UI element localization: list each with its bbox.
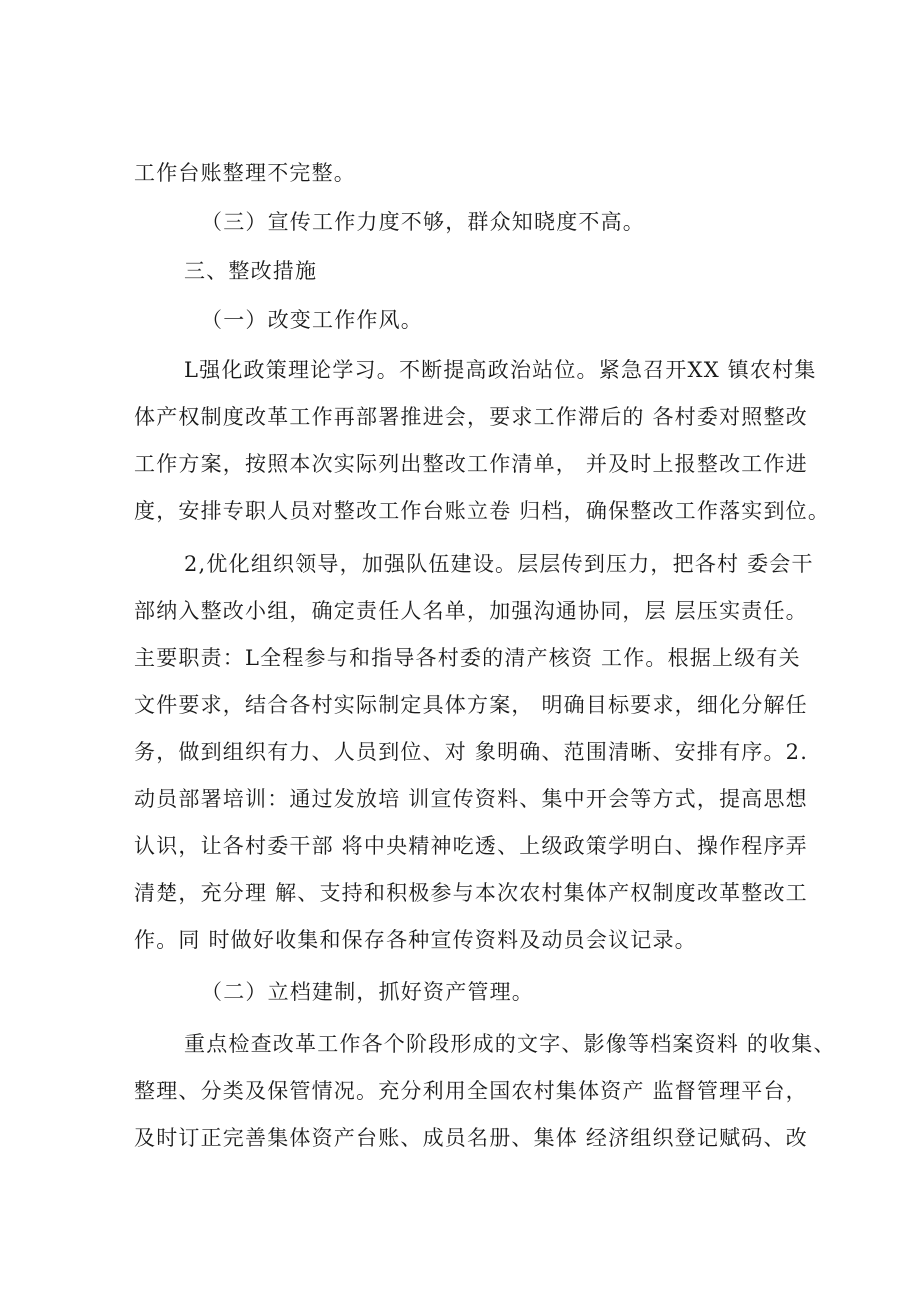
text-line: 动员部署培训：通过发放培 训宣传资料、集中开会等方式，提高思想: [134, 787, 808, 811]
text-line: 清楚，充分理 解、支持和积极参与本次农村集体产权制度改革整改工: [134, 881, 808, 905]
subheading-line: （二）立档建制，抓好资产管理。: [201, 980, 534, 1004]
text-line: 认识，让各村委干部 将中央精神吃透、上级政策学明白、操作程序弄: [134, 834, 808, 858]
text-line: 工作方案，按照本次实际列出整改工作清单， 并及时上报整改工作进: [134, 452, 808, 476]
text-line: 整理、分类及保管情况。充分利用全国农村集体资产 监督管理平台，: [134, 1079, 808, 1103]
text-line: 重点检查改革工作各个阶段形成的文字、影像等档案资料 的收集、: [184, 1032, 836, 1056]
text-line: 体产权制度改革工作再部署推进会，要求工作滞后的 各村委对照整改: [134, 405, 808, 429]
text-line: 主要职责：L全程参与和指导各村委的清产核资 工作。根据上级有关: [134, 646, 801, 670]
text-line: 2,优化组织领导，加强队伍建设。层层传到压力，把各村 委会干: [184, 552, 814, 576]
text-line: 务，做到组织有力、人员到位、对 象明确、范围清晰、安排有序。2.: [134, 740, 809, 764]
text-line: 文件要求，结合各村实际制定具体方案， 明确目标要求，细化分解任: [134, 693, 808, 717]
text-line: 工作台账整理不完整。: [134, 161, 356, 185]
text-line: 部纳入整改小组，确定责任人名单，加强沟通协同，层 层压实责任。: [134, 599, 808, 623]
text-line: 及时订正完善集体资产台账、成员名册、集体 经济组织登记赋码、改: [134, 1126, 808, 1150]
text-line: 度，安排专职人员对整改工作台账立卷 归档，确保整改工作落实到位。: [134, 499, 831, 523]
section-heading: 三、整改措施: [184, 259, 318, 283]
subheading-line: （一）改变工作作风。: [201, 308, 423, 332]
subheading-line: （三）宣传工作力度不够，群众知晓度不高。: [201, 210, 645, 234]
text-line: 作。同 时做好收集和保存各种宣传资料及动员会议记录。: [134, 928, 697, 952]
text-line: L强化政策理论学习。不断提高政治站位。紧急召开XX 镇农村集: [184, 358, 817, 382]
